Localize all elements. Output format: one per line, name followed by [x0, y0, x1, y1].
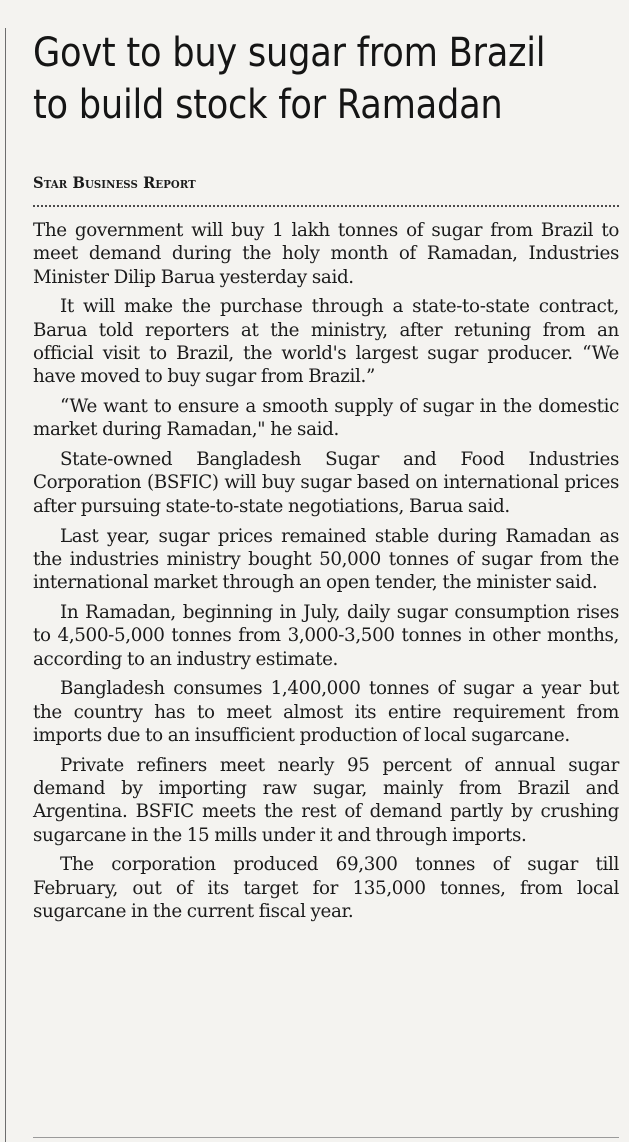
- paragraph-4: State-owned Bangladesh Sugar and Food Industries Corporation (BSFIC) will buy sugar based on international prices after pursuing state-to-state negotiations, Barua said.: [33, 449, 619, 517]
- paragraph-1: The government will buy 1 lakh tonnes of sugar from Brazil to meet demand during the holy month of Ramadan, Industries Minister Dilip Barua yesterday said.: [33, 220, 619, 288]
- paragraph-5: Last year, sugar prices remained stable during Ramadan as the industries ministry bought 50,000 tonnes of sugar from the international market through an open tender, the minister said.: [33, 525, 619, 594]
- byline: Star Business Report: [33, 173, 196, 192]
- news-article: [33, 26, 619, 930]
- dotted-divider: [33, 205, 619, 210]
- bottom-rule: [33, 1137, 619, 1138]
- column-rule-left: [5, 28, 6, 1142]
- paragraph-7: Bangladesh consumes 1,400,000 tonnes of sugar a year but the country has to meet almost its entire requirement from imports due to an insufficient production of local sugarcane.: [33, 678, 619, 746]
- paragraph-6: In Ramadan, beginning in July, daily sugar consumption rises to 4,500-5,000 tonnes from 3,000-3,500 tonnes in other months, according to an industry estimate.: [33, 601, 619, 670]
- paragraph-2: It will make the purchase through a state-to-state contract, Barua told reporters at the ministry, after retuning from an official visit to Brazil, the world's largest sugar producer. “We have moved to buy sugar from Brazil.”: [33, 296, 619, 388]
- paragraph-9: The corporation produced 69,300 tonnes of sugar till February, out of its target for 135,000 tonnes, from local sugarcane in the current fiscal year.: [33, 854, 619, 923]
- paragraph-8: Private refiners meet nearly 95 percent of annual sugar demand by importing raw sugar, mainly from Brazil and Argentina. BSFIC meets the rest of demand partly by crushing sugarcane in the 15 mills under it and through imports.: [33, 754, 619, 846]
- headline-line-2: to build stock for Ramadan: [33, 80, 503, 128]
- headline-line-1: Govt to buy sugar from Brazil: [33, 28, 546, 76]
- article-body: [33, 219, 619, 923]
- paragraph-3: “We want to ensure a smooth supply of sugar in the domestic market during Ramadan," he said.: [33, 396, 619, 441]
- headline: [33, 26, 625, 130]
